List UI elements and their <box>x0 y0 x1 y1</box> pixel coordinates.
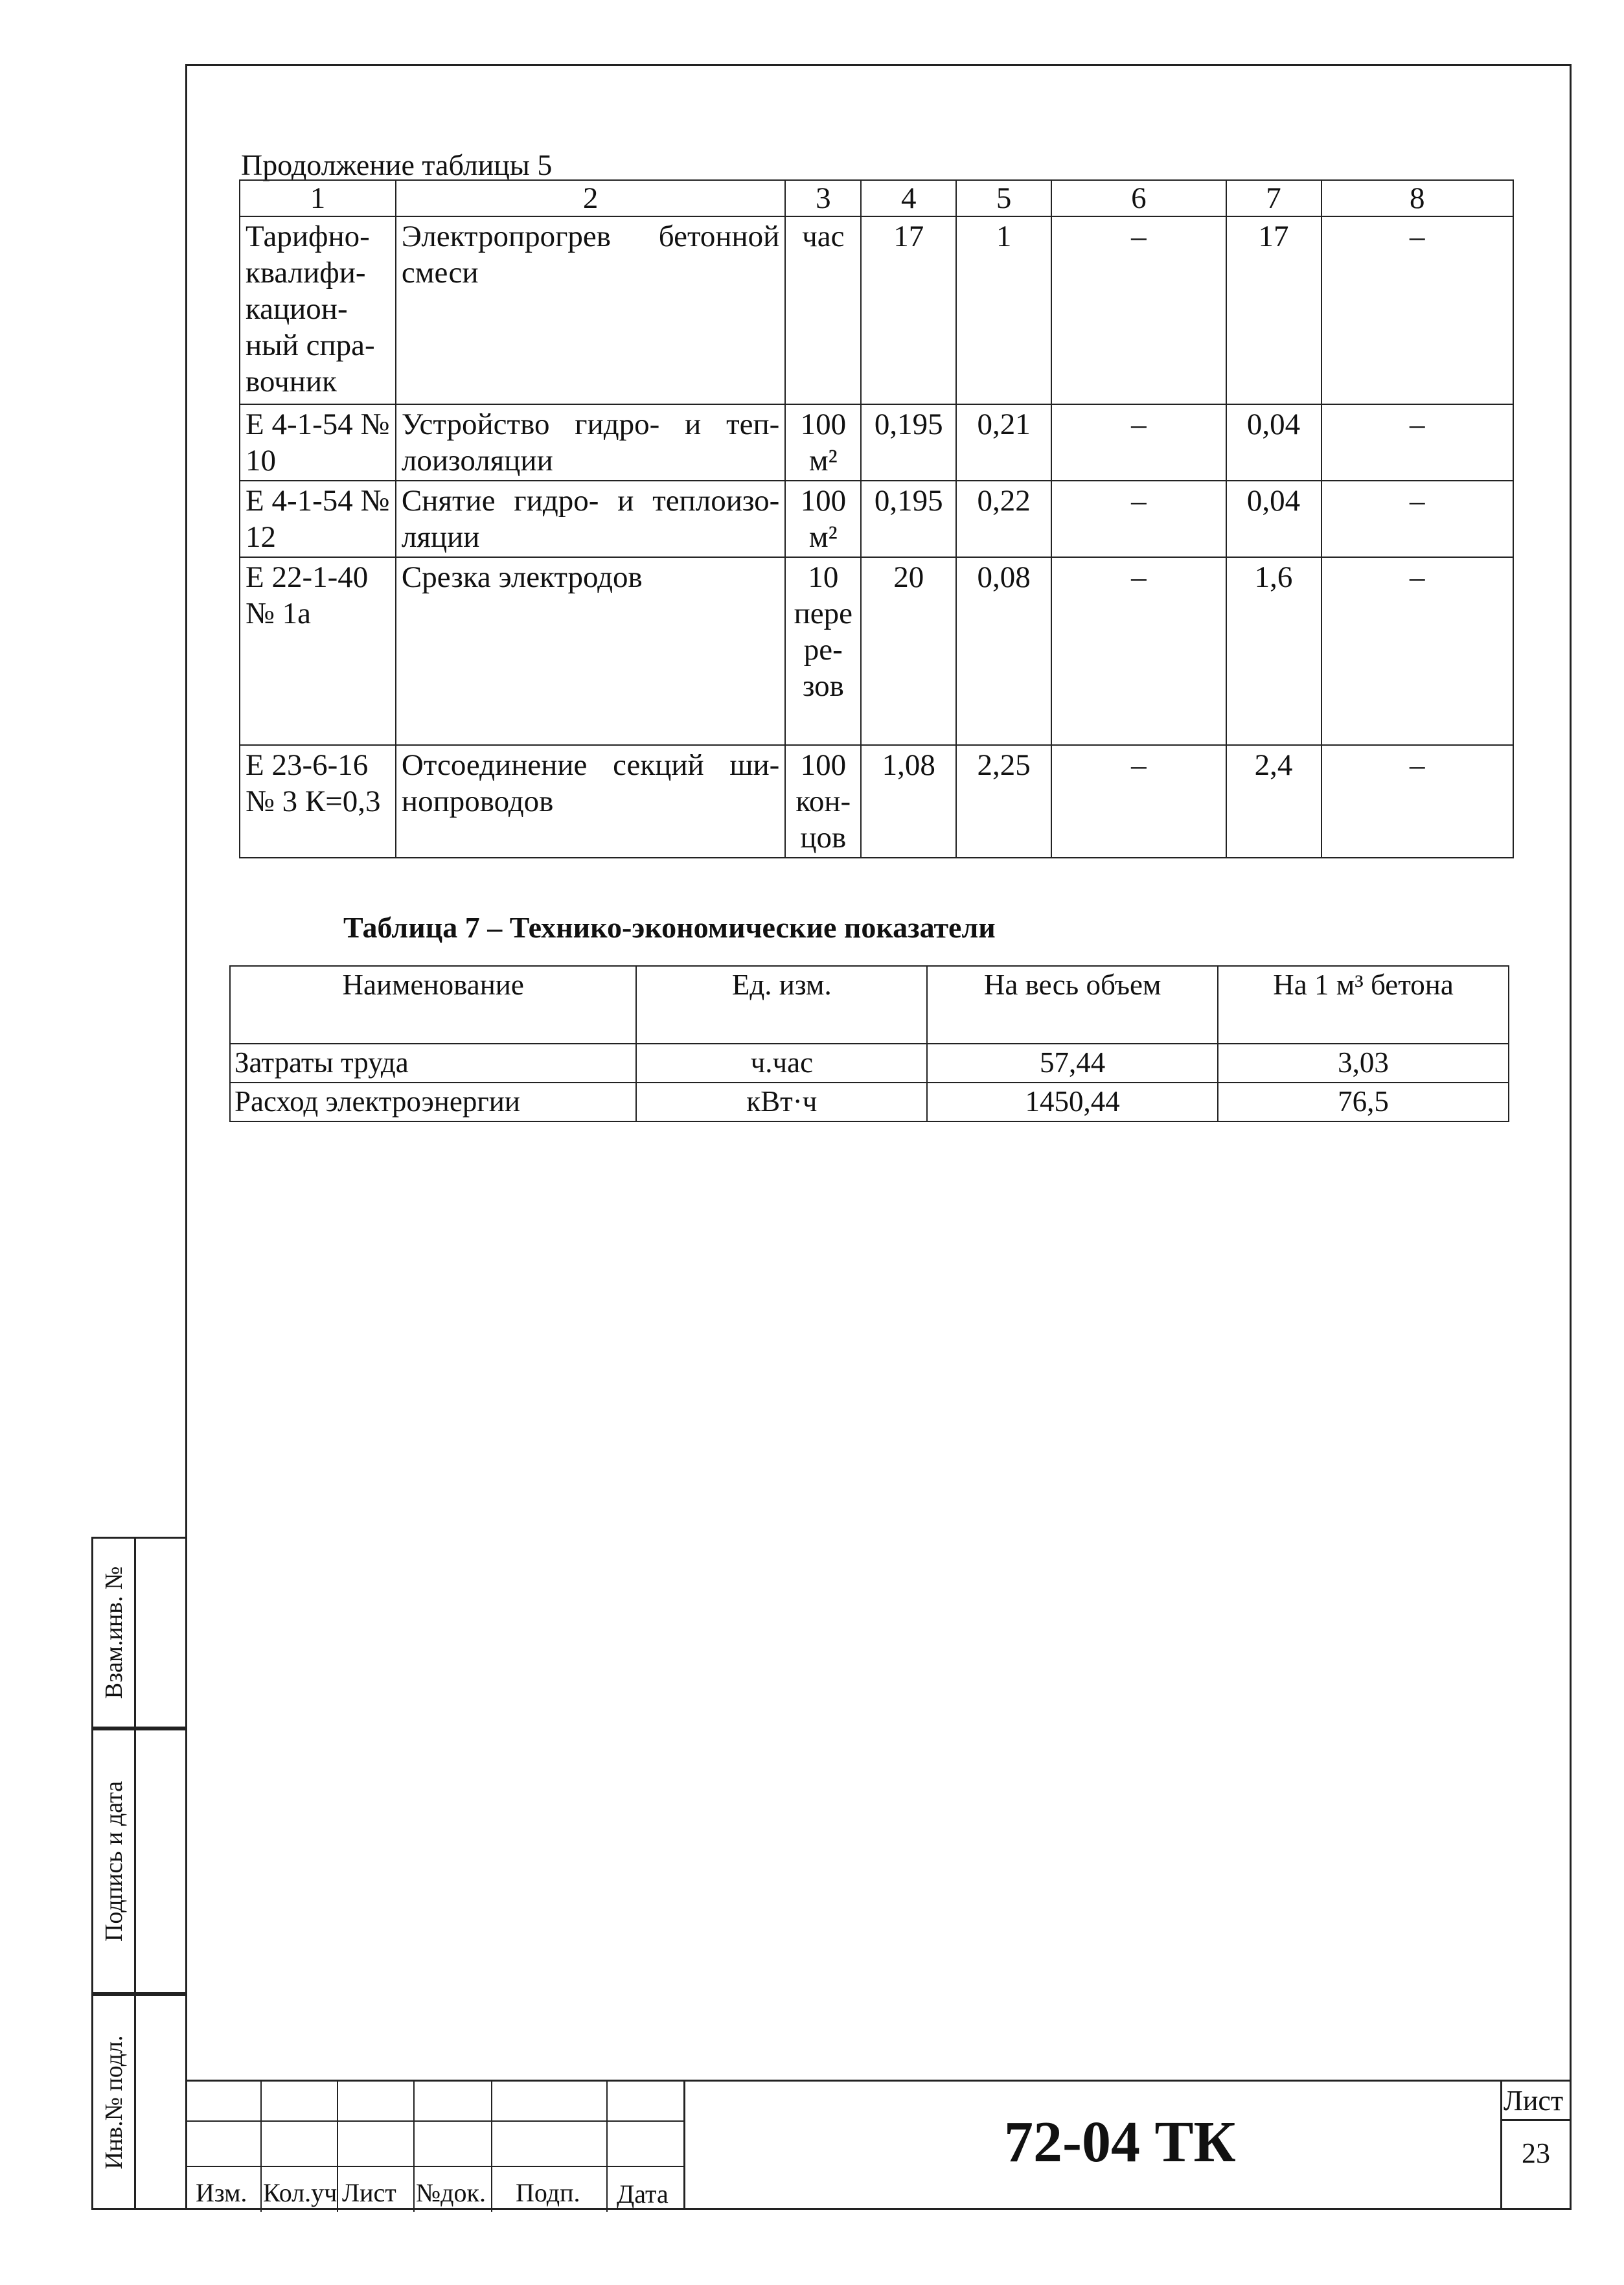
tb-ndok-label: №док. <box>416 2178 486 2207</box>
stamp-podpis-label: Подпись и дата <box>100 1780 128 1942</box>
tb-list-label: Лист <box>342 2178 396 2207</box>
table-row <box>240 404 1513 481</box>
cell-value: 0,04 <box>1226 404 1321 481</box>
cell-work: Электропрогрев бетонной смеси <box>396 216 785 404</box>
table-row <box>240 745 1513 858</box>
continuation-label: Продолжение таблицы 5 <box>241 148 553 181</box>
cell-value: 1 <box>956 216 1051 404</box>
table-row <box>230 1044 1509 1083</box>
stamp-podpis-data <box>91 1728 185 1994</box>
document-code: 72-04 ТК <box>1004 2110 1236 2174</box>
cell-value: – <box>1321 216 1514 404</box>
stamp-vzam-inv-label: Взам.инв. № <box>100 1566 128 1699</box>
header-cell: На весь объем <box>927 966 1218 1044</box>
table-7 <box>229 965 1509 1122</box>
cell-value: 17 <box>1226 216 1321 404</box>
sheet-number: 23 <box>1522 2137 1550 2169</box>
tb-izm-label: Изм. <box>196 2178 247 2207</box>
cell-code: Тарифно-квалифи-кацион-ный спра-вочник <box>240 216 396 404</box>
header-cell: 2 <box>396 180 785 216</box>
header-cell: 7 <box>1226 180 1321 216</box>
table-header-row <box>240 180 1513 216</box>
stamp-inv-label: Инв.№ подл. <box>100 2034 128 2170</box>
table-row <box>240 481 1513 557</box>
cell-value: – <box>1051 745 1226 858</box>
cell-value: 1,6 <box>1226 557 1321 745</box>
tb-data-label: Дата <box>617 2179 669 2209</box>
header-cell: 1 <box>240 180 396 216</box>
cell-name: Расход электроэнергии <box>230 1083 636 1121</box>
table-row <box>230 1083 1509 1121</box>
cell-value: – <box>1321 745 1514 858</box>
cell-work: Срезка электродов <box>396 557 785 745</box>
cell-value: – <box>1051 404 1226 481</box>
table-5 <box>239 179 1514 858</box>
stamp-vzam-inv <box>91 1537 185 1728</box>
cell-value: 2,25 <box>956 745 1051 858</box>
cell-code: Е 22-1-40 № 1а <box>240 557 396 745</box>
cell-total: 57,44 <box>927 1044 1218 1083</box>
cell-value: 0,22 <box>956 481 1051 557</box>
header-cell: 8 <box>1321 180 1514 216</box>
header-cell: Наименование <box>230 966 636 1044</box>
cell-work: Отсоединение секций ши-нопроводов <box>396 745 785 858</box>
cell-work: Устройство гидро- и теп-лоизоляции <box>396 404 785 481</box>
cell-unit: 10 пере ре-зов <box>785 557 861 745</box>
sheet-label: Лист <box>1504 2085 1564 2117</box>
cell-per-m3: 76,5 <box>1218 1083 1509 1121</box>
cell-value: 0,195 <box>861 404 956 481</box>
table-header-row <box>230 966 1509 1044</box>
cell-value: 0,04 <box>1226 481 1321 557</box>
cell-work: Снятие гидро- и теплоизо-ляции <box>396 481 785 557</box>
header-cell: Ед. изм. <box>636 966 927 1044</box>
cell-value: – <box>1321 481 1514 557</box>
table-row <box>240 216 1513 404</box>
cell-value: – <box>1321 404 1514 481</box>
cell-value: – <box>1321 557 1514 745</box>
cell-total: 1450,44 <box>927 1083 1218 1121</box>
header-cell: На 1 м³ бетона <box>1218 966 1509 1044</box>
cell-value: – <box>1051 216 1226 404</box>
cell-value: 20 <box>861 557 956 745</box>
cell-per-m3: 3,03 <box>1218 1044 1509 1083</box>
cell-value: – <box>1051 481 1226 557</box>
cell-value: 17 <box>861 216 956 404</box>
header-cell: 5 <box>956 180 1051 216</box>
cell-code: Е 4-1-54 № 12 <box>240 481 396 557</box>
tb-podp-label: Подп. <box>516 2178 580 2207</box>
cell-value: 0,21 <box>956 404 1051 481</box>
cell-value: 2,4 <box>1226 745 1321 858</box>
cell-unit: 100 кон-цов <box>785 745 861 858</box>
cell-code: Е 4-1-54 № 10 <box>240 404 396 481</box>
header-cell: 6 <box>1051 180 1226 216</box>
cell-value: 1,08 <box>861 745 956 858</box>
cell-value: 0,08 <box>956 557 1051 745</box>
header-cell: 3 <box>785 180 861 216</box>
cell-unit: ч.час <box>636 1044 927 1083</box>
stamp-inv-podl <box>91 1994 185 2210</box>
tb-kol-label: Кол.уч <box>263 2178 337 2207</box>
cell-code: Е 23-6-16 № 3 К=0,3 <box>240 745 396 858</box>
table-row <box>240 557 1513 745</box>
header-cell: 4 <box>861 180 956 216</box>
cell-unit: 100 м² <box>785 404 861 481</box>
cell-unit: 100 м² <box>785 481 861 557</box>
sheet-box <box>1500 2080 1572 2210</box>
cell-unit: кВт·ч <box>636 1083 927 1121</box>
title-block <box>185 2080 1572 2210</box>
cell-unit: час <box>785 216 861 404</box>
table-7-title: Таблица 7 – Технико-экономические показатели <box>343 911 996 944</box>
cell-value: – <box>1051 557 1226 745</box>
cell-name: Затраты труда <box>230 1044 636 1083</box>
cell-value: 0,195 <box>861 481 956 557</box>
